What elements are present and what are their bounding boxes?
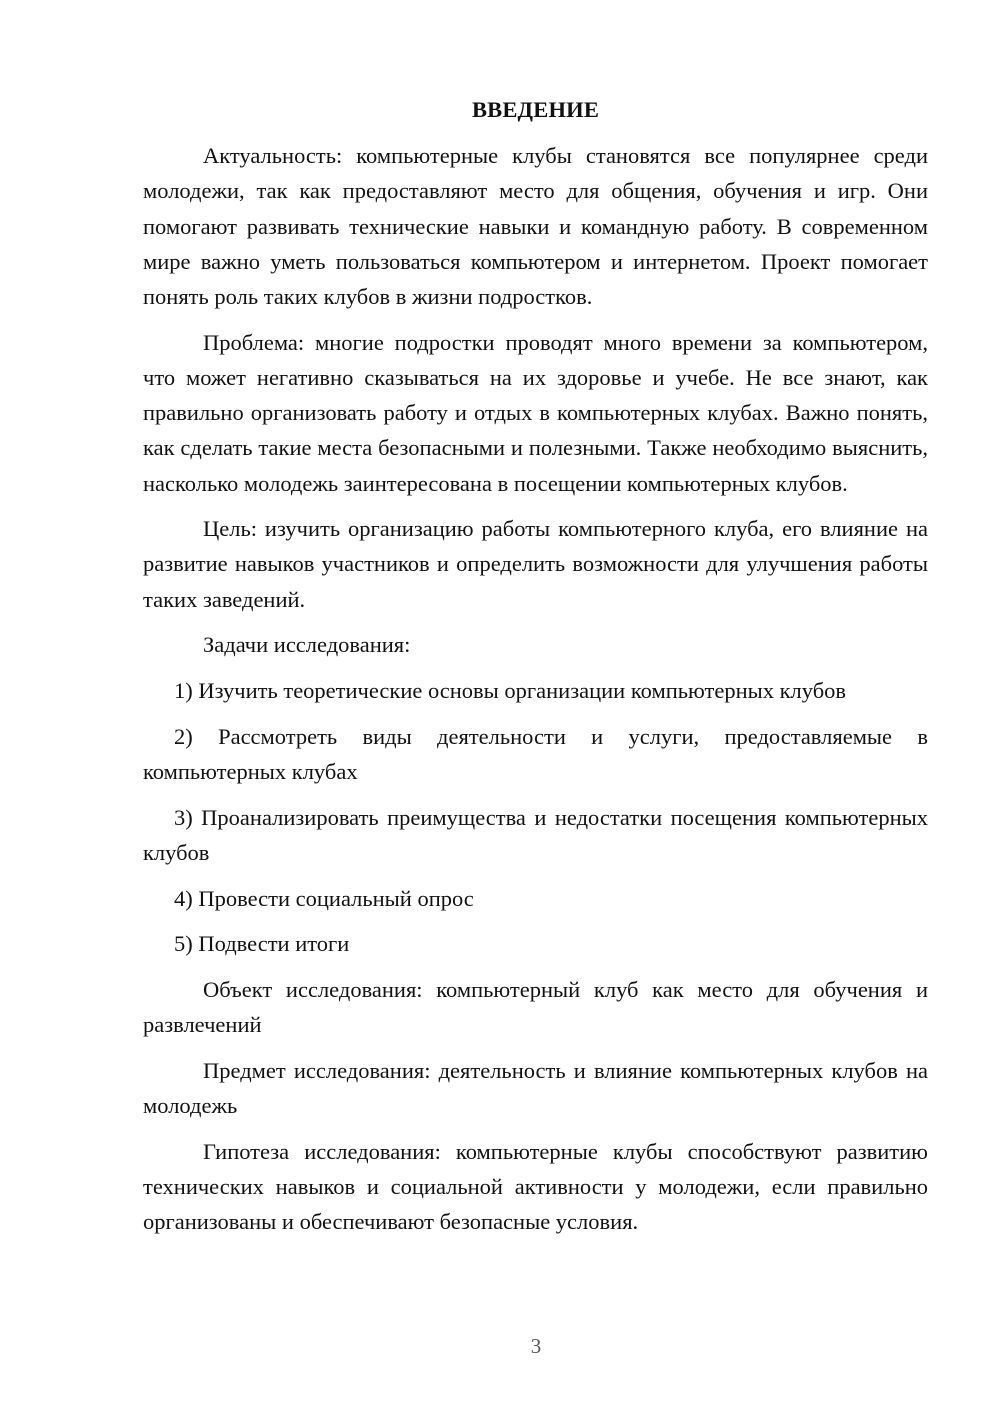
paragraph-problem: Проблема: многие подростки проводят много времени за компьютером, что может негативно сказываться на их здоровье и учебе. Не все знают, как правильно организовать работу и отдых в компьютерных клубах. Важно понять, как сделать такие места безопасными и полезными. Также необходимо выяснить, насколько молодежь заинтересована в посещении компьютерных клубов. <box>143 329 928 496</box>
task-item-3: 3) Проанализировать преимущества и недостатки посещения компьютерных клубов <box>143 804 928 865</box>
task-item-5: 5) Подвести итоги <box>174 931 350 957</box>
section-title: ВВЕДЕНИЕ <box>471 97 600 122</box>
tasks-header: Задачи исследования: <box>203 632 411 658</box>
paragraph-goal: Цель: изучить организацию работы компьютерного клуба, его влияние на развитие навыков участников и определить возможности для улучшения работы таких заведений. <box>143 516 928 612</box>
paragraph-subject: Предмет исследования: деятельность и влияние компьютерных клубов на молодежь <box>143 1057 928 1119</box>
paragraph-relevance: Актуальность: компьютерные клубы становятся все популярнее среди молодежи, так как предоставляют место для общения, обучения и игр. Они помогают развивать технические навыки и командную работу. В современном мире важно уметь пользоваться компьютером и интернетом. Проект помогает понять роль таких клубов в жизни подростков. <box>143 143 928 310</box>
task-item-4: 4) Провести социальный опрос <box>174 885 474 911</box>
paragraph-hypothesis: Гипотеза исследования: компьютерные клубы способствуют развитию технических навыков и социальной активности у молодежи, если правильно организованы и обеспечивают безопасные условия. <box>143 1138 928 1235</box>
task-item-1: 1) Изучить теоретические основы организации компьютерных клубов <box>174 678 847 704</box>
task-item-2: 2) Рассмотреть виды деятельности и услуги, предоставляемые в компьютерных клубах <box>143 723 928 784</box>
page-number: 3 <box>530 1334 542 1358</box>
tasks-list <box>143 673 928 961</box>
paragraph-object: Объект исследования: компьютерный клуб как место для обучения и развлечений <box>143 976 928 1038</box>
document-body <box>143 92 928 1250</box>
